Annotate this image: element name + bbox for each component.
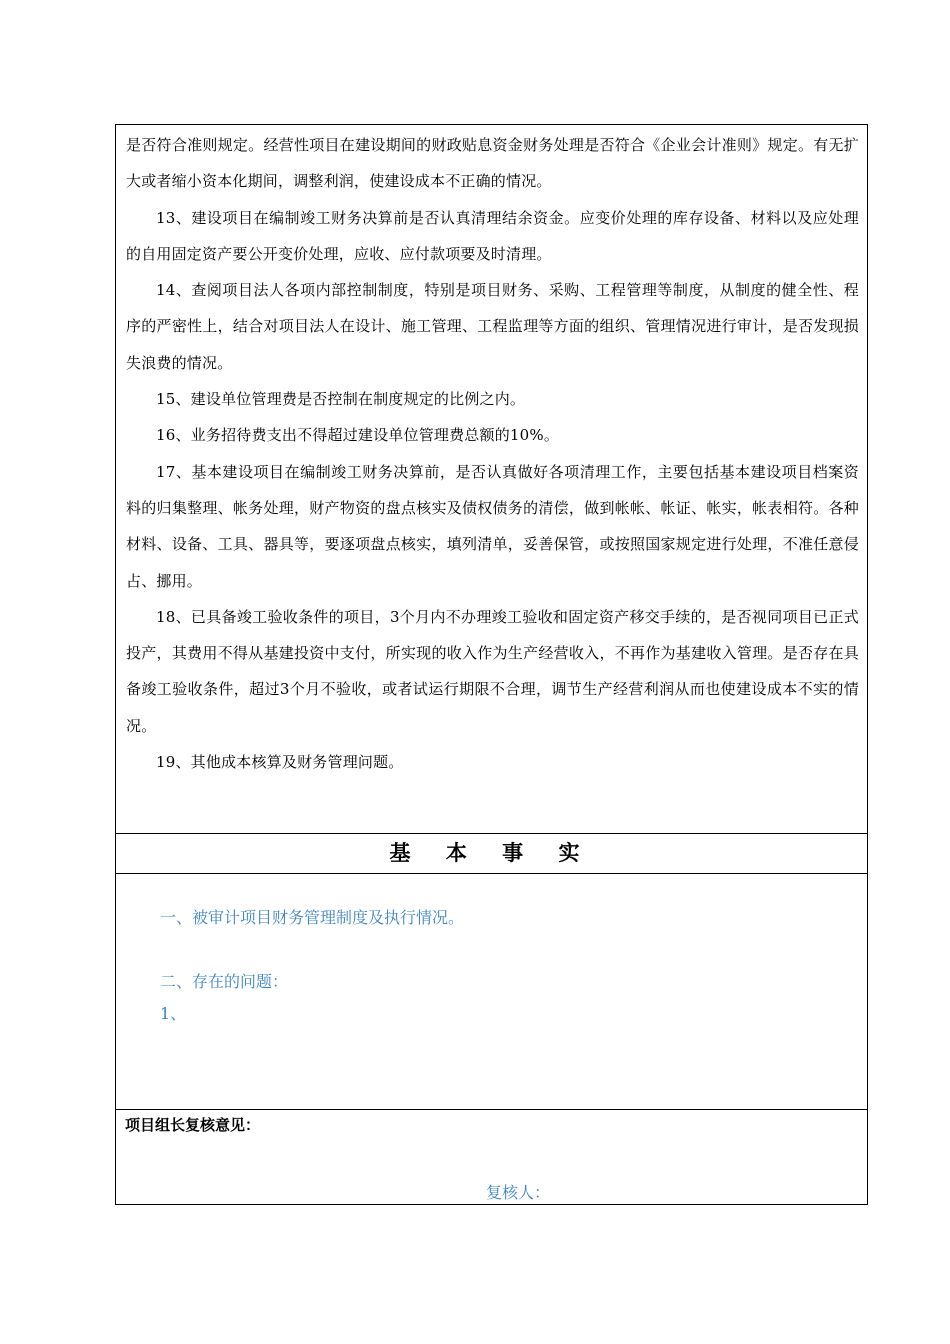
facts-item-1: 一、被审计项目财务管理制度及执行情况。 [160,908,465,927]
row-divider [116,1109,867,1110]
audit-criteria-section [126,127,859,780]
criteria-paragraph: 14、查阅项目法人各项内部控制制度，特别是项目财务、采购、工程管理等制度，从制度的健全性、程序的严密性上，结合对项目法人在设计、施工管理、工程监理等方面的组织、管理情况进行审计，是否发现损失浪费的情况。 [126,281,859,372]
reviewer-label: 复核人： [486,1183,551,1202]
review-opinion-label: 项目组长复核意见： [125,1116,261,1134]
criteria-paragraph: 13、建设项目在编制竣工财务决算前是否认真清理结余资金。应变价处理的库存设备、材料以及应处理的自用固定资产要公开变价处理，应收、应付款项要及时清理。 [126,208,859,263]
audit-form-table [115,124,868,1205]
criteria-paragraph: 是否符合准则规定。经营性项目在建设期间的财政贴息资金财务处理是否符合《企业会计准则》规定。有无扩大或者缩小资本化期间，调整利润，使建设成本不正确的情况。 [126,136,859,191]
criteria-paragraph: 18、已具备竣工验收条件的项目，3个月内不办理竣工验收和固定资产移交手续的，是否视同项目已正式投产，其费用不得从基建投资中支付，所实现的收入作为生产经营收入，不再作为基建收入管理。是否存在具备竣工验收条件，超过3个月不验收，或者试运行期限不合理，调节生产经营利润从而也使建设成本不实的情况。 [126,607,859,735]
criteria-paragraph: 17、基本建设项目在编制竣工财务决算前，是否认真做好各项清理工作，主要包括基本建设项目档案资料的归集整理、帐务处理，财产物资的盘点核实及债权债务的清偿，做到帐帐、帐证、帐实，帐表相符。各种材料、设备、工具、器具等，要逐项盘点核实，填列清单，妥善保管，或按照国家规定进行处理，不准任意侵占、挪用。 [126,462,859,590]
facts-item-2-sub-1: 1、 [160,1004,187,1023]
facts-heading: 基 本 事 实 [389,841,594,865]
criteria-paragraph: 16、业务招待费支出不得超过建设单位管理费总额的10%。 [156,426,560,445]
criteria-paragraph: 15、建设单位管理费是否控制在制度规定的比例之内。 [156,390,526,409]
criteria-paragraph: 19、其他成本核算及财务管理问题。 [156,753,404,772]
facts-item-2: 二、存在的问题： [160,972,289,991]
row-divider [116,873,867,874]
